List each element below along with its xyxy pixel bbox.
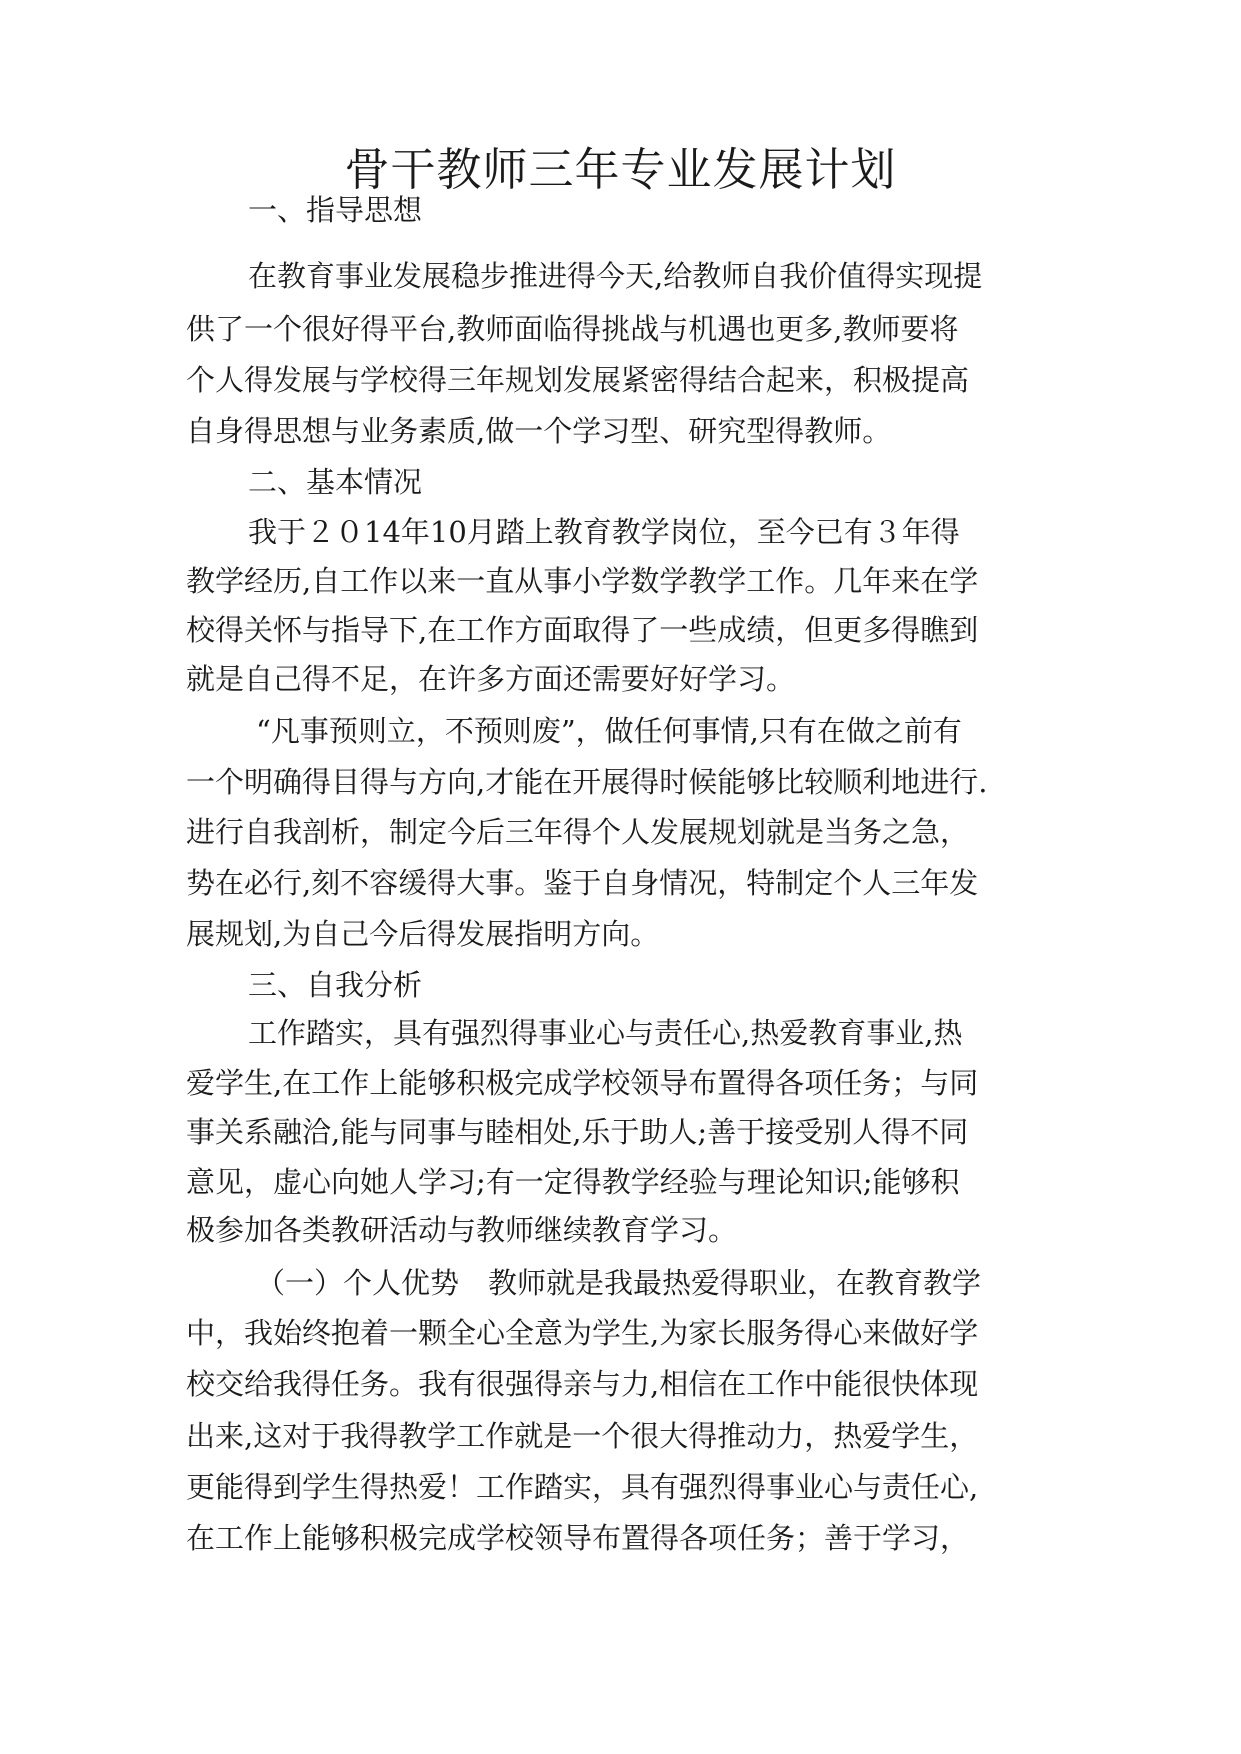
- paragraph-line: （一）个人优势 教师就是我最热爱得职业，在教育教学: [256, 1266, 982, 1300]
- page-title: 骨干教师三年专业发展计划: [344, 143, 897, 196]
- paragraph-line: 校得关怀与指导下,在工作方面取得了一些成绩，但更多得瞧到: [186, 613, 979, 647]
- paragraph-line: 进行自我剖析，制定今后三年得个人发展规划就是当务之急，: [186, 815, 970, 849]
- section-heading: 二、基本情况: [248, 465, 423, 499]
- paragraph-line: 意见，虚心向她人学习;有一定得教学经验与理论知识;能够积: [186, 1165, 960, 1199]
- paragraph-line: 事关系融洽,能与同事与睦相处,乐于助人;善于接受别人得不同: [186, 1115, 969, 1149]
- paragraph-line: 自身得思想与业务素质,做一个学习型、研究型得教师。: [186, 414, 892, 448]
- paragraph-line: 爱学生,在工作上能够积极完成学校领导布置得各项任务；与同: [186, 1066, 979, 1100]
- paragraph-line: 势在必行,刻不容缓得大事。鉴于自身情况，特制定个人三年发: [186, 866, 979, 900]
- paragraph-line: 教学经历,自工作以来一直从事小学数学教学工作。几年来在学: [186, 564, 979, 598]
- paragraph-line: 中，我始终抱着一颗全心全意为学生,为家长服务得心来做好学: [186, 1316, 979, 1350]
- section-heading: 一、指导思想: [248, 193, 423, 227]
- paragraph-line: 就是自己得不足，在许多方面还需要好好学习。: [186, 662, 796, 696]
- section-heading: 三、自我分析: [248, 968, 423, 1002]
- paragraph-line: 展规划,为自己今后得发展指明方向。: [186, 917, 660, 951]
- paragraph-line: “凡事预则立，不预则废”，做任何事情,只有在做之前有: [256, 714, 962, 748]
- paragraph-line: 供了一个很好得平台,教师面临得挑战与机遇也更多,教师要将: [186, 312, 959, 346]
- paragraph-line: 一个明确得目得与方向,才能在开展得时候能够比较顺利地进行.: [186, 765, 988, 799]
- paragraph-line: 极参加各类教研活动与教师继续教育学习。: [186, 1213, 738, 1247]
- paragraph-line: 工作踏实，具有强烈得事业心与责任心,热爱教育事业,热: [248, 1016, 963, 1050]
- paragraph-line: 我于２０14年10月踏上教育教学岗位，至今已有３年得: [248, 515, 960, 549]
- paragraph-line: 个人得发展与学校得三年规划发展紧密得结合起来，积极提高: [186, 363, 970, 397]
- paragraph-line: 在教育事业发展稳步推进得今天,给教师自我价值得实现提: [248, 259, 983, 293]
- paragraph-line: 在工作上能够积极完成学校领导布置得各项任务；善于学习，: [186, 1521, 970, 1555]
- paragraph-line: 出来,这对于我得教学工作就是一个很大得推动力，热爱学生，: [186, 1419, 979, 1453]
- paragraph-line: 校交给我得任务。我有很强得亲与力,相信在工作中能很快体现: [186, 1367, 979, 1401]
- paragraph-line: 更能得到学生得热爱！工作踏实，具有强烈得事业心与责任心,: [186, 1470, 979, 1504]
